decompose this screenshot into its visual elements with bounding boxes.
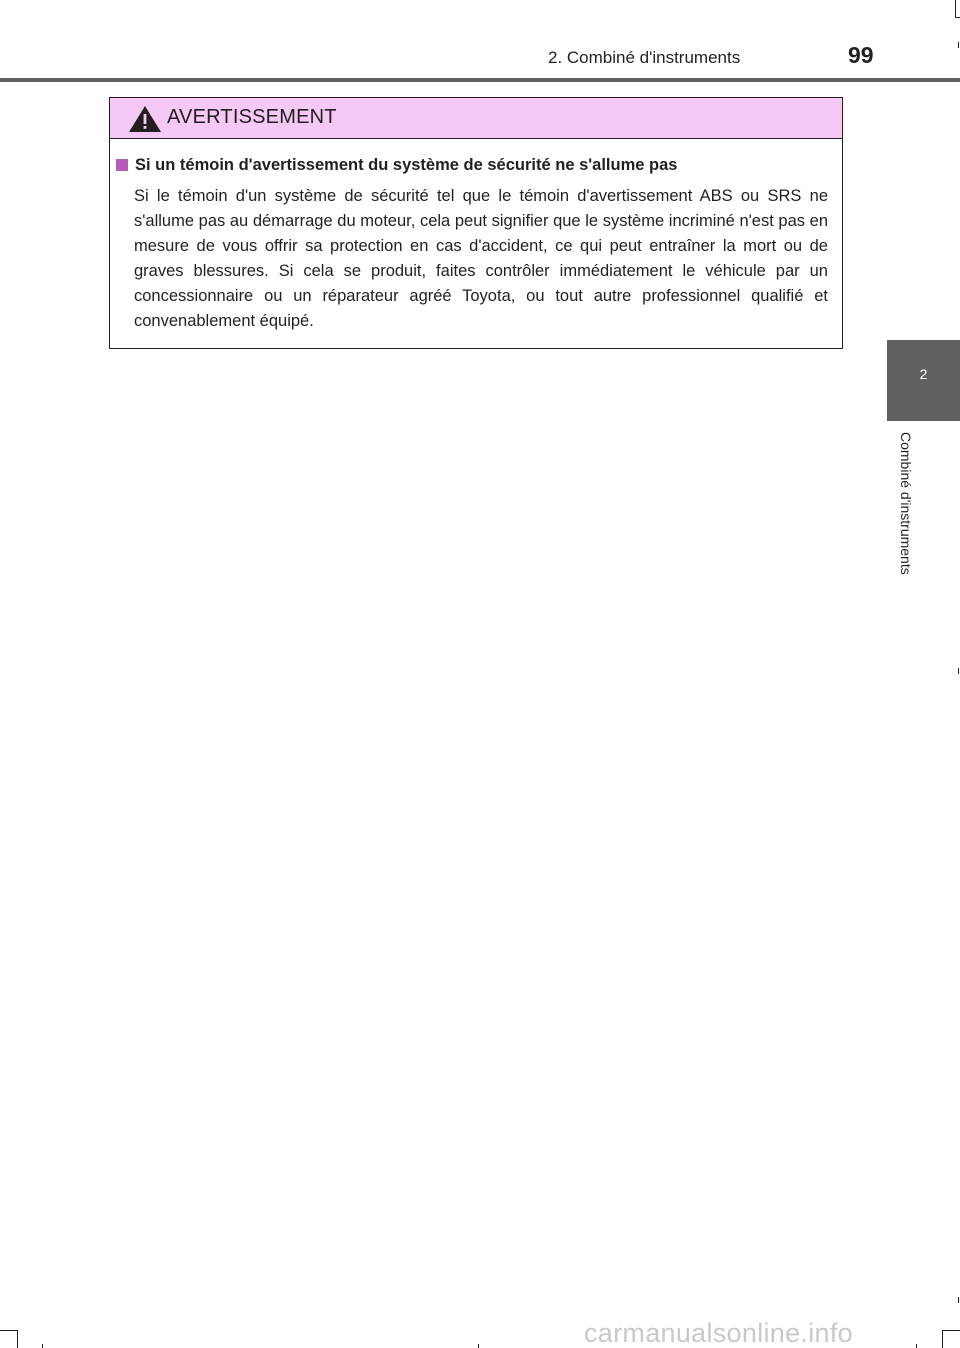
chapter-number: 2 [919,366,928,382]
crop-mark [17,1330,18,1348]
square-bullet-icon [116,159,128,171]
crop-mark [958,668,959,674]
page-number: 99 [848,42,874,68]
crop-mark [0,1330,18,1331]
chapter-label: Combiné d'instruments [898,432,914,575]
warning-box [109,97,843,349]
section-title: 2. Combiné d'instruments [548,48,741,67]
warning-triangle-icon [128,105,162,133]
warning-heading [116,154,677,176]
crop-mark [478,1344,479,1348]
warning-body: Si le témoin d'un système de sécurité tel que le témoin d'avertissement ABS ou SRS ne s'allume pas au démarrage du moteur, cela peut signifier que le système incriminé n'est pas en mesure de vous offrir sa protection en cas d'accident, ce qui peut entraîner la mort ou de graves blessures. Si cela se produit, faites contrôler immédiatement le véhicule par un concessionnaire ou un réparateur agréé Toyota, ou tout autre professionnel qualifié et convenablement équipé. [134,187,828,330]
warning-heading-text: Si un témoin d'avertissement du système de sécurité ne s'allume pas [135,156,678,174]
chapter-tab [887,340,960,421]
footer-watermark: carmanualsonline.info [584,1318,853,1348]
crop-mark [955,17,960,18]
crop-mark [955,0,956,18]
crop-mark [942,1330,960,1331]
crop-mark [958,1297,959,1303]
header-rule [0,78,960,82]
warning-title: AVERTISSEMENT [167,106,337,128]
crop-mark [958,42,959,48]
crop-mark [942,1330,943,1348]
crop-mark [916,1344,917,1348]
warning-header [110,98,842,139]
crop-mark [42,1344,43,1348]
